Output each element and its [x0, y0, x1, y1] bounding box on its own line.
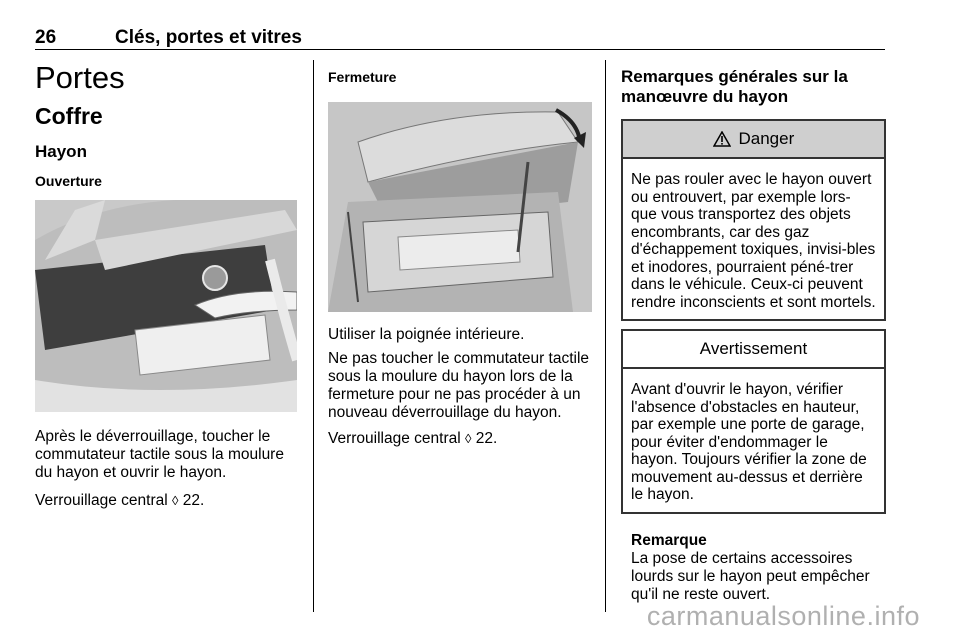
danger-box-header — [623, 121, 884, 159]
remark-block — [621, 532, 886, 604]
page-header — [35, 27, 885, 50]
remark-title: Remarque — [631, 531, 707, 549]
chapter-title: Clés, portes et vitres — [115, 27, 302, 48]
opening-illustration — [35, 200, 297, 412]
cross-reference — [328, 430, 592, 448]
section-title: Portes — [35, 60, 125, 95]
xref-label: Verrouillage central — [328, 430, 461, 447]
left-column — [35, 60, 297, 510]
danger-box — [621, 119, 886, 321]
warning-text: Avant d'ouvrir le hayon, vérifier l'absence d'obstacles en hauteur, par exemple une porte de garage, pour éviter d'endommager le hayon. Toujours vérifier la zone de mouvement au-dessus et derrière le hayon. — [631, 381, 867, 503]
warning-box-header: Avertissement — [623, 331, 884, 369]
xref-label: Verrouillage central — [35, 492, 168, 509]
warning-triangle-icon — [713, 124, 731, 160]
xref-page-link[interactable]: 22. — [182, 492, 205, 509]
closing-heading: Fermeture — [328, 69, 397, 85]
xref-arrow-icon: ◊ — [172, 493, 179, 508]
danger-text: Ne pas rouler avec le hayon ouvert ou entrouvert, par exemple lors-que vous transportez des objets encombrants, car des gaz d'échappement toxiques, invisi-bles et inodores, pourraient péné-trer dans le véhicule. Ceux-ci peuvent rendre inconscients et sont mortels. — [631, 171, 876, 311]
opening-instructions: Après le déverrouillage, toucher le commutateur tactile sous la moulure du hayon et ouvrir le hayon. — [35, 428, 284, 481]
right-column — [621, 60, 886, 604]
column-divider-left — [313, 60, 314, 612]
column-divider-right — [605, 60, 606, 612]
opening-heading: Ouverture — [35, 173, 102, 189]
closing-handle-instruction: Utiliser la poignée intérieure. — [328, 326, 525, 343]
xref-page-link[interactable]: 22. — [475, 430, 498, 447]
remark-text: La pose de certains accessoires lourds sur le hayon peut empêcher qu'il ne reste ouvert. — [631, 549, 870, 603]
closing-caution-text: Ne pas toucher le commutateur tactile sous la moulure du hayon lors de la fermeture pour ne pas procéder à un nouveau déverrouillage du hayon. — [328, 350, 590, 421]
xref-arrow-icon: ◊ — [465, 431, 472, 446]
closing-illustration — [328, 102, 592, 312]
middle-column — [328, 60, 592, 448]
danger-title: Danger — [738, 129, 795, 148]
general-remarks-heading: Remarques générales sur la manœuvre du hayon — [621, 67, 848, 106]
warning-box — [621, 329, 886, 514]
subsection-title: Coffre — [35, 103, 103, 129]
site-watermark: carmanualsonline.info — [646, 601, 920, 631]
cross-reference — [35, 492, 297, 510]
topic-title: Hayon — [35, 142, 87, 161]
page-number: 26 — [35, 27, 57, 48]
